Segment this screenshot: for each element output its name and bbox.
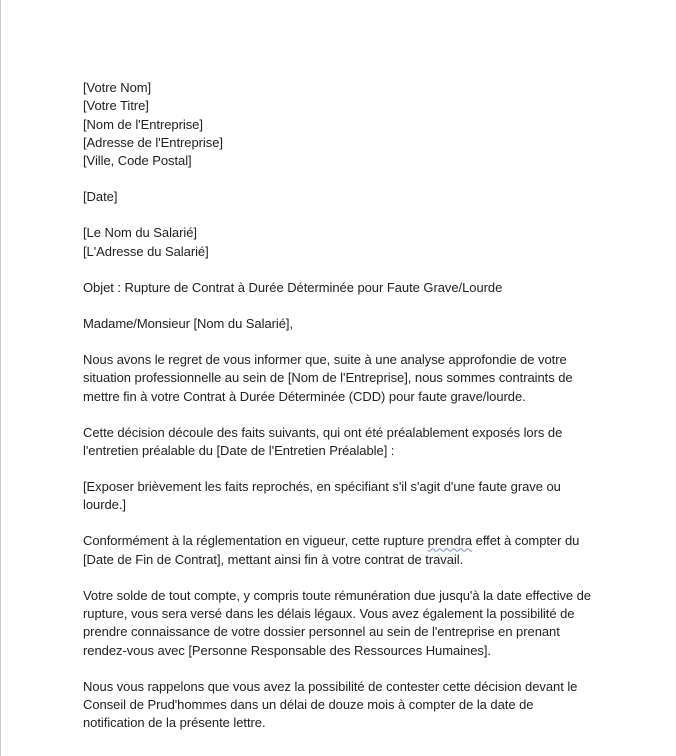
sender-block — [83, 79, 595, 170]
sender-city: [Ville, Code Postal] — [83, 153, 192, 169]
letter-date: [Date] — [83, 189, 118, 205]
paragraph-final-settlement: Votre solde de tout compte, y compris toute rémunération due jusqu'à la date effective de rupture, vous sera versé dans les délais légaux. Vous avez également la possibilité de prendre connaissance de votre dossier personnel au sein de l'entreprise en prenant rendez-vous avec [Personne Responsable des Ressources Humaines]. — [83, 587, 591, 658]
effective-date-text-after: effet à compter du [Date de Fin de Contrat], mettant ainsi fin à votre contrat de travail. — [83, 533, 580, 567]
recipient-address: [L'Adresse du Salarié] — [83, 243, 209, 259]
letter-salutation: Madame/Monsieur [Nom du Salarié], — [83, 315, 294, 331]
letter-body[interactable] — [83, 79, 595, 750]
paragraph-facts-intro: Cette décision découle des faits suivants, qui ont été préalablement exposés lors de l'entretien préalable du [Date de l'Entretien Préalable] : — [83, 424, 563, 458]
sender-address: [Adresse de l'Entreprise] — [83, 134, 223, 150]
effective-date-text-before: Conformément à la réglementation en vigueur, cette rupture — [83, 533, 428, 549]
letter-subject: Objet : Rupture de Contrat à Durée Déterminée pour Faute Grave/Lourde — [83, 279, 503, 295]
paragraph-right-to-contest: Nous vous rappelons que vous avez la possibilité de contester cette décision devant le Conseil de Prud'hommes dans un délai de douze mois à compter de la date de notification de la présente lettre. — [83, 678, 578, 731]
paragraph-effective-date — [83, 532, 595, 569]
paragraph-termination-notice: Nous avons le regret de vous informer que, suite à une analyse approfondie de votre situation professionnelle au sein de [Nom de l'Entreprise], nous sommes contraints de mettre fin à votre Contrat à Durée Déterminée (CDD) pour faute grave/lourde. — [83, 351, 573, 404]
sender-title: [Votre Titre] — [83, 98, 149, 114]
spellcheck-flagged-word[interactable]: prendra — [427, 533, 473, 549]
recipient-block — [83, 224, 595, 261]
sender-name: [Votre Nom] — [83, 80, 152, 95]
recipient-name: [Le Nom du Salarié] — [83, 225, 197, 241]
sender-company: [Nom de l'Entreprise] — [83, 116, 203, 132]
paragraph-facts-placeholder: [Exposer brièvement les faits reprochés, en spécifiant s'il s'agit d'une faute grave ou lourde.] — [83, 479, 561, 513]
